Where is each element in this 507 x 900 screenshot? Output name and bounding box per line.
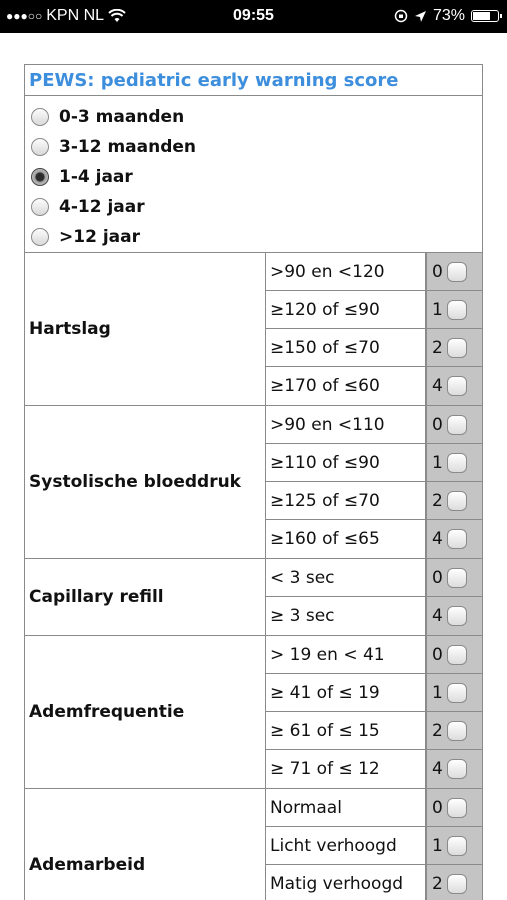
score-checkbox[interactable] [447, 453, 467, 473]
parameter-row [25, 636, 482, 789]
option-label: >90 en <120 [266, 253, 427, 290]
option-label: ≥160 of ≤65 [266, 520, 427, 558]
option-label: ≥ 41 of ≤ 19 [266, 674, 427, 711]
parameter-options [266, 789, 482, 900]
carrier-name: KPN NL [46, 7, 105, 24]
option-score-cell [427, 827, 482, 864]
option-score-cell [427, 636, 482, 673]
score-checkbox[interactable] [447, 836, 467, 856]
option-label: < 3 sec [266, 559, 427, 596]
score-option[interactable] [266, 291, 482, 329]
option-label: Normaal [266, 789, 427, 826]
age-option[interactable] [25, 162, 482, 192]
score-checkbox[interactable] [447, 683, 467, 703]
radio-button[interactable] [31, 198, 49, 216]
score-option[interactable] [266, 827, 482, 865]
score-option[interactable] [266, 559, 482, 597]
age-option-label: 4-12 jaar [59, 197, 145, 217]
parameter-row [25, 406, 482, 559]
parameter-name: Systolische bloeddruk [25, 406, 266, 558]
score-option[interactable] [266, 712, 482, 750]
score-checkbox[interactable] [447, 300, 467, 320]
score-checkbox[interactable] [447, 529, 467, 549]
status-bar [0, 0, 507, 33]
score-value: 0 [432, 414, 443, 435]
form-title: PEWS: pediatric early warning score [25, 65, 482, 96]
score-option[interactable] [266, 406, 482, 444]
age-option-label: 0-3 maanden [59, 107, 185, 127]
parameter-row [25, 789, 482, 900]
option-score-cell [427, 367, 482, 405]
score-value: 4 [432, 376, 443, 396]
score-option[interactable] [266, 367, 482, 405]
option-score-cell [427, 674, 482, 711]
age-option-label: 1-4 jaar [59, 167, 133, 187]
score-checkbox[interactable] [447, 338, 467, 358]
parameter-name: Capillary refill [25, 559, 266, 635]
score-value: 1 [432, 299, 443, 320]
score-option[interactable] [266, 444, 482, 482]
score-option[interactable] [266, 789, 482, 827]
score-value: 1 [432, 452, 443, 473]
option-label: ≥ 71 of ≤ 12 [266, 750, 427, 788]
score-value: 4 [432, 606, 443, 626]
option-score-cell [427, 789, 482, 826]
score-checkbox[interactable] [447, 721, 467, 741]
score-checkbox[interactable] [447, 491, 467, 511]
score-value: 4 [432, 759, 443, 779]
parameter-name: Ademarbeid [25, 789, 266, 900]
battery-percentage: 73% [432, 7, 465, 24]
score-option[interactable] [266, 329, 482, 367]
score-checkbox[interactable] [447, 759, 467, 779]
option-label: ≥170 of ≤60 [266, 367, 427, 405]
score-option[interactable] [266, 865, 482, 900]
radio-button[interactable] [31, 138, 49, 156]
age-group-selector [25, 96, 482, 253]
radio-button[interactable] [31, 228, 49, 246]
option-score-cell [427, 750, 482, 788]
option-label: >90 en <110 [266, 406, 427, 443]
age-option[interactable] [25, 132, 482, 162]
score-value: 0 [432, 644, 443, 665]
parameter-options [266, 559, 482, 635]
option-score-cell [427, 597, 482, 635]
score-checkbox[interactable] [447, 645, 467, 665]
parameter-options [266, 636, 482, 788]
parameter-row [25, 559, 482, 636]
option-label: ≥110 of ≤90 [266, 444, 427, 481]
option-score-cell [427, 329, 482, 366]
location-arrow-icon [414, 10, 427, 23]
battery-icon [471, 10, 499, 22]
score-checkbox[interactable] [447, 798, 467, 818]
radio-selected[interactable] [31, 168, 49, 186]
option-score-cell [427, 444, 482, 481]
score-option[interactable] [266, 520, 482, 558]
option-score-cell [427, 482, 482, 519]
option-score-cell [427, 406, 482, 443]
score-checkbox[interactable] [447, 874, 467, 894]
score-value: 4 [432, 529, 443, 549]
parameter-name: Ademfrequentie [25, 636, 266, 788]
option-label: ≥ 61 of ≤ 15 [266, 712, 427, 749]
parameter-options [266, 406, 482, 558]
option-label: ≥150 of ≤70 [266, 329, 427, 366]
parameter-options [266, 253, 482, 405]
age-option[interactable] [25, 192, 482, 222]
score-value: 1 [432, 835, 443, 856]
score-value: 2 [432, 720, 443, 741]
score-option[interactable] [266, 253, 482, 291]
score-value: 2 [432, 873, 443, 894]
pews-form [24, 64, 483, 900]
option-label: Matig verhoogd [266, 865, 427, 900]
option-score-cell [427, 559, 482, 596]
score-value: 2 [432, 337, 443, 358]
score-option[interactable] [266, 750, 482, 788]
score-checkbox[interactable] [447, 606, 467, 626]
score-value: 0 [432, 261, 443, 282]
parameter-row [25, 253, 482, 406]
option-score-cell [427, 253, 482, 290]
age-option-label: >12 jaar [59, 227, 140, 247]
option-label: ≥120 of ≤90 [266, 291, 427, 328]
score-checkbox[interactable] [447, 376, 467, 396]
parameter-table [25, 253, 482, 900]
age-option[interactable] [25, 102, 482, 132]
score-option[interactable] [266, 636, 482, 674]
orientation-lock-icon [394, 9, 408, 23]
age-option[interactable] [25, 222, 482, 252]
option-score-cell [427, 865, 482, 900]
option-label: ≥125 of ≤70 [266, 482, 427, 519]
option-label: > 19 en < 41 [266, 636, 427, 673]
score-checkbox[interactable] [447, 568, 467, 588]
option-score-cell [427, 291, 482, 328]
option-score-cell [427, 712, 482, 749]
score-value: 0 [432, 567, 443, 588]
score-option[interactable] [266, 674, 482, 712]
age-option-label: 3-12 maanden [59, 137, 197, 157]
score-checkbox[interactable] [447, 262, 467, 282]
score-checkbox[interactable] [447, 415, 467, 435]
signal-strength-icon: ●●●○○ [6, 9, 43, 23]
parameter-name: Hartslag [25, 253, 266, 405]
radio-button[interactable] [31, 108, 49, 126]
score-option[interactable] [266, 482, 482, 520]
option-label: Licht verhoogd [266, 827, 427, 864]
status-right [394, 7, 499, 25]
clock: 09:55 [233, 7, 274, 24]
option-label: ≥ 3 sec [266, 597, 427, 635]
score-value: 1 [432, 682, 443, 703]
option-score-cell [427, 520, 482, 558]
score-option[interactable] [266, 597, 482, 635]
score-value: 2 [432, 490, 443, 511]
score-value: 0 [432, 797, 443, 818]
